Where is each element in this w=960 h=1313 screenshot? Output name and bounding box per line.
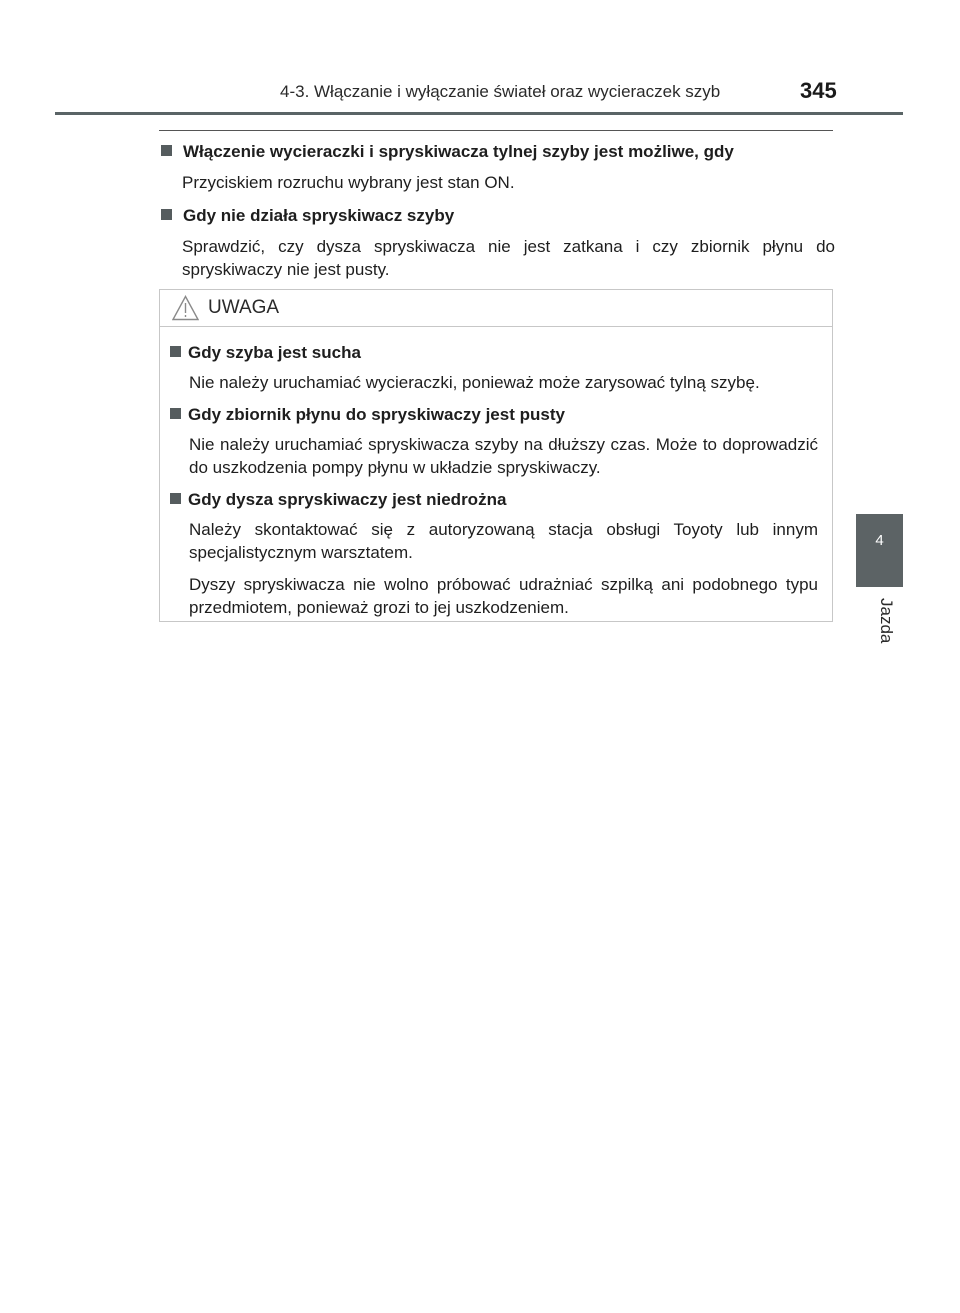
caution-item-text: Nie należy uruchamiać wycieraczki, ponieważ może zarysować tylną szybę. <box>189 373 760 392</box>
chapter-tab[interactable] <box>856 514 903 587</box>
square-bullet-icon <box>170 493 181 504</box>
caution-item-heading-text: Gdy dysza spryskiwaczy jest niedrożna <box>188 490 507 509</box>
header-divider <box>55 112 903 115</box>
section <box>160 204 835 281</box>
caution-box <box>159 289 833 622</box>
caution-body <box>160 327 832 619</box>
caution-title: UWAGA <box>208 297 280 318</box>
caution-item-heading-text: Gdy szyba jest sucha <box>188 343 361 362</box>
square-bullet-icon <box>170 346 181 357</box>
caution-item-text: Nie należy uruchamiać spryskiwacza szyby na dłuższy czas. Może to doprowadzić do uszkodzenia pompy płynu w układzie spryskiwaczy. <box>189 435 818 477</box>
caution-item-text: Dyszy spryskiwacza nie wolno próbować udrażniać szpilką ani podobnego typu przedmiotem, ponieważ grozi to jej uszkodzeniem. <box>189 575 818 617</box>
section-heading-text: Włączenie wycieraczki i spryskiwacza tylnej szyby jest możliwe, gdy <box>183 142 734 161</box>
section-text: Przyciskiem rozruchu wybrany jest stan ON. <box>182 173 515 192</box>
section-heading <box>160 204 835 227</box>
section-heading <box>160 140 835 163</box>
warning-triangle-icon <box>172 295 199 321</box>
content-divider <box>159 130 833 131</box>
main-content <box>160 140 835 291</box>
section <box>160 140 835 194</box>
caution-item-heading <box>169 403 818 426</box>
caution-item-heading <box>169 341 818 364</box>
caution-item-text: Należy skontaktować się z autoryzowaną stacja obsługi Toyoty lub innym specjalistycznym warsztatem. <box>189 520 818 562</box>
caution-header <box>160 290 832 327</box>
chapter-title: 4-3. Włączanie i wyłączanie świateł oraz wycieraczek szyb <box>280 82 721 101</box>
square-bullet-icon <box>161 145 172 156</box>
caution-item-heading <box>169 488 818 511</box>
chapter-tab-number: 4 <box>875 532 884 549</box>
square-bullet-icon <box>170 408 181 419</box>
section-heading-text: Gdy nie działa spryskiwacz szyby <box>183 206 455 225</box>
caution-item-heading-text: Gdy zbiornik płynu do spryskiwaczy jest pusty <box>188 405 565 424</box>
square-bullet-icon <box>161 209 172 220</box>
page-number: 345 <box>800 78 837 103</box>
section-text: Sprawdzić, czy dysza spryskiwacza nie jest zatkana i czy zbiornik płynu do spryskiwaczy nie jest pusty. <box>182 237 835 279</box>
chapter-tab-label: Jazda <box>877 598 896 644</box>
